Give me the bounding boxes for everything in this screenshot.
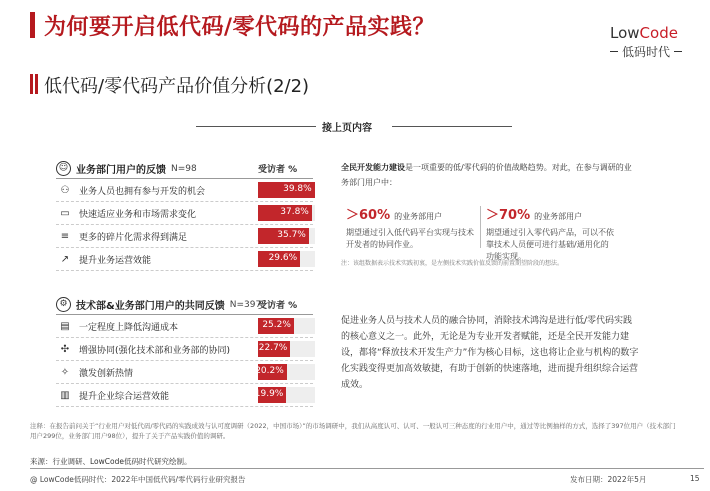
stat-note: 注：该组数据表示技术实践初衷，是左侧技术实践价值反馈的前置期望阶段的想法。 xyxy=(341,260,564,267)
team-icon: ⚇ xyxy=(60,184,70,196)
business-feedback-panel xyxy=(56,159,313,271)
panel-title: 技术部&业务部门用户的共同反馈 xyxy=(76,301,225,312)
stat-number: ＞60% 的业务部用户 xyxy=(346,208,443,223)
feedback-row xyxy=(56,384,313,407)
percentage-bar xyxy=(254,387,286,403)
percentage-bar-track xyxy=(258,251,315,267)
percentage-label: 19.9% xyxy=(254,389,284,399)
percentage-bar-track xyxy=(258,318,315,334)
continuation-label: 接上页内容 xyxy=(322,123,372,134)
feedback-row xyxy=(56,338,313,361)
source-text: 来源：行业调研、LowCode低码时代研究绘制。 xyxy=(30,457,192,466)
percentage-label: 25.2% xyxy=(262,320,291,330)
lead-rest: 是一项重要的低/零代码的价值战略趋势。对此，在参与调研的业务部门用户中： xyxy=(341,163,632,187)
percentage-bar xyxy=(258,251,300,267)
stat-number: ＞70% 的业务部用户 xyxy=(486,208,583,223)
footer-divider xyxy=(30,468,704,469)
monitor-icon: ▭ xyxy=(60,207,70,219)
percentage-bar-track xyxy=(258,341,315,357)
logo-tagline: 低码时代 xyxy=(610,43,696,60)
feedback-row xyxy=(56,248,313,271)
trend-icon: ↗ xyxy=(60,253,70,265)
panel-header xyxy=(56,295,313,315)
percentage-bar xyxy=(258,318,294,334)
percentage-bar xyxy=(258,182,315,198)
collaboration-text: 促进业务人员与技术人员的融合协同，消除技术鸿沟是进行低/零代码实践的核心意义之一。此外，无论是为专业开发者赋能，还是全民开发能力建设，都将“释放技术开发生产力”作为核心目标，这也将让企业与机构的数字化实践变得更加高效敏捷，有助于创新的快速落地，进而提升组织综合运营成效。 xyxy=(341,316,639,390)
percentage-label: 29.6% xyxy=(268,253,298,263)
strategy-lead-text xyxy=(341,160,637,190)
stat-block-60 xyxy=(346,204,476,251)
page-subtitle: 低代码/零代码产品价值分析(2/2) xyxy=(44,76,310,97)
stat-block-70 xyxy=(486,204,616,263)
percentage-label: 22.7% xyxy=(258,343,288,353)
percentage-bar xyxy=(258,228,309,244)
feedback-row xyxy=(56,361,313,384)
feedback-label: 快速适应业务和市场需求变化 xyxy=(79,209,197,220)
users-icon: ☺ xyxy=(56,161,71,176)
feedback-label: 增强协同(强化技术部和业务部的协同) xyxy=(79,345,231,356)
stat-description: 期望通过引入低代码平台实现与技术开发者的协同作业。 xyxy=(346,228,474,249)
title-accent-bar xyxy=(30,12,35,38)
divider-right xyxy=(392,126,512,127)
subtitle-accent-bar-2 xyxy=(35,74,38,94)
feedback-label: 一定程度上降低沟通成本 xyxy=(79,322,179,333)
sample-size: N=98 xyxy=(171,163,197,174)
percentage-bar xyxy=(258,341,290,357)
percentage-label: 39.8% xyxy=(283,184,312,194)
percentage-bar-track xyxy=(258,182,315,198)
joint-feedback-panel xyxy=(56,295,313,407)
subtitle-accent-bar xyxy=(30,74,33,94)
network-icon: ✣ xyxy=(60,343,70,355)
feedback-label: 更多的碎片化需求得到满足 xyxy=(79,232,188,243)
feedback-label: 激发创新热情 xyxy=(79,368,134,379)
feedback-row xyxy=(56,225,313,248)
respondent-label: 受访者 % xyxy=(258,165,298,175)
stat-description: 期望通过引入零代码产品，可以不依靠技术人员便可进行基础/通用化的功能实现。 xyxy=(486,228,614,261)
publish-date: 发布日期：2022年5月 xyxy=(570,475,647,484)
percentage-bar-track xyxy=(255,364,315,380)
panel-header xyxy=(56,159,313,179)
percentage-label: 35.7% xyxy=(277,230,306,240)
brand-logo xyxy=(610,24,696,60)
footnote: 注释：在报告前问关于“行业用户对低代码/零代码的实践成效与认可度调研（2022，中国市场）”的市场调研中，我们从高度认可、认可、一般认可三种态度的行业用户中，通过等比例抽样的方式，选择了397位用户（技术部门用户299位，业务部门用户98位），提升了关于产品实践价值的调研。 xyxy=(30,422,676,440)
feedback-row xyxy=(56,202,313,225)
page-title: 为何要开启低代码/零代码的产品实践？ xyxy=(44,15,436,40)
stat-divider xyxy=(480,206,481,248)
logo-wordmark: LowCode xyxy=(610,24,678,42)
lead-bold: 全民开发能力建设 xyxy=(341,163,405,172)
feedback-label: 业务人员也拥有参与开发的机会 xyxy=(79,186,206,197)
percentage-bar-track xyxy=(254,387,315,403)
panel-title: 业务部门用户的反馈 xyxy=(76,165,166,176)
team-icon: ⚙ xyxy=(56,297,71,312)
document-icon: ▤ xyxy=(60,320,70,332)
feedback-label: 提升业务运营效能 xyxy=(79,255,152,266)
chart-icon: ▥ xyxy=(60,389,70,401)
percentage-label: 37.8% xyxy=(280,207,309,217)
percentage-bar-track xyxy=(258,228,315,244)
percentage-label: 20.2% xyxy=(255,366,284,376)
percentage-bar xyxy=(255,364,287,380)
page-number: 15 xyxy=(690,474,700,483)
sparkle-icon: ✧ xyxy=(60,366,70,378)
footer-copyright: @ LowCode低码时代：2022年中国低代码/零代码行业研究报告 xyxy=(30,475,246,484)
divider-left xyxy=(196,126,316,127)
feedback-label: 提升企业综合运营效能 xyxy=(79,391,170,402)
database-icon: ≡ xyxy=(60,230,70,242)
percentage-bar xyxy=(258,205,312,221)
feedback-row xyxy=(56,315,313,338)
percentage-bar-track xyxy=(258,205,315,221)
respondent-label: 受访者 % xyxy=(258,301,298,311)
sample-size: N=397 xyxy=(229,299,262,310)
feedback-row xyxy=(56,179,313,202)
